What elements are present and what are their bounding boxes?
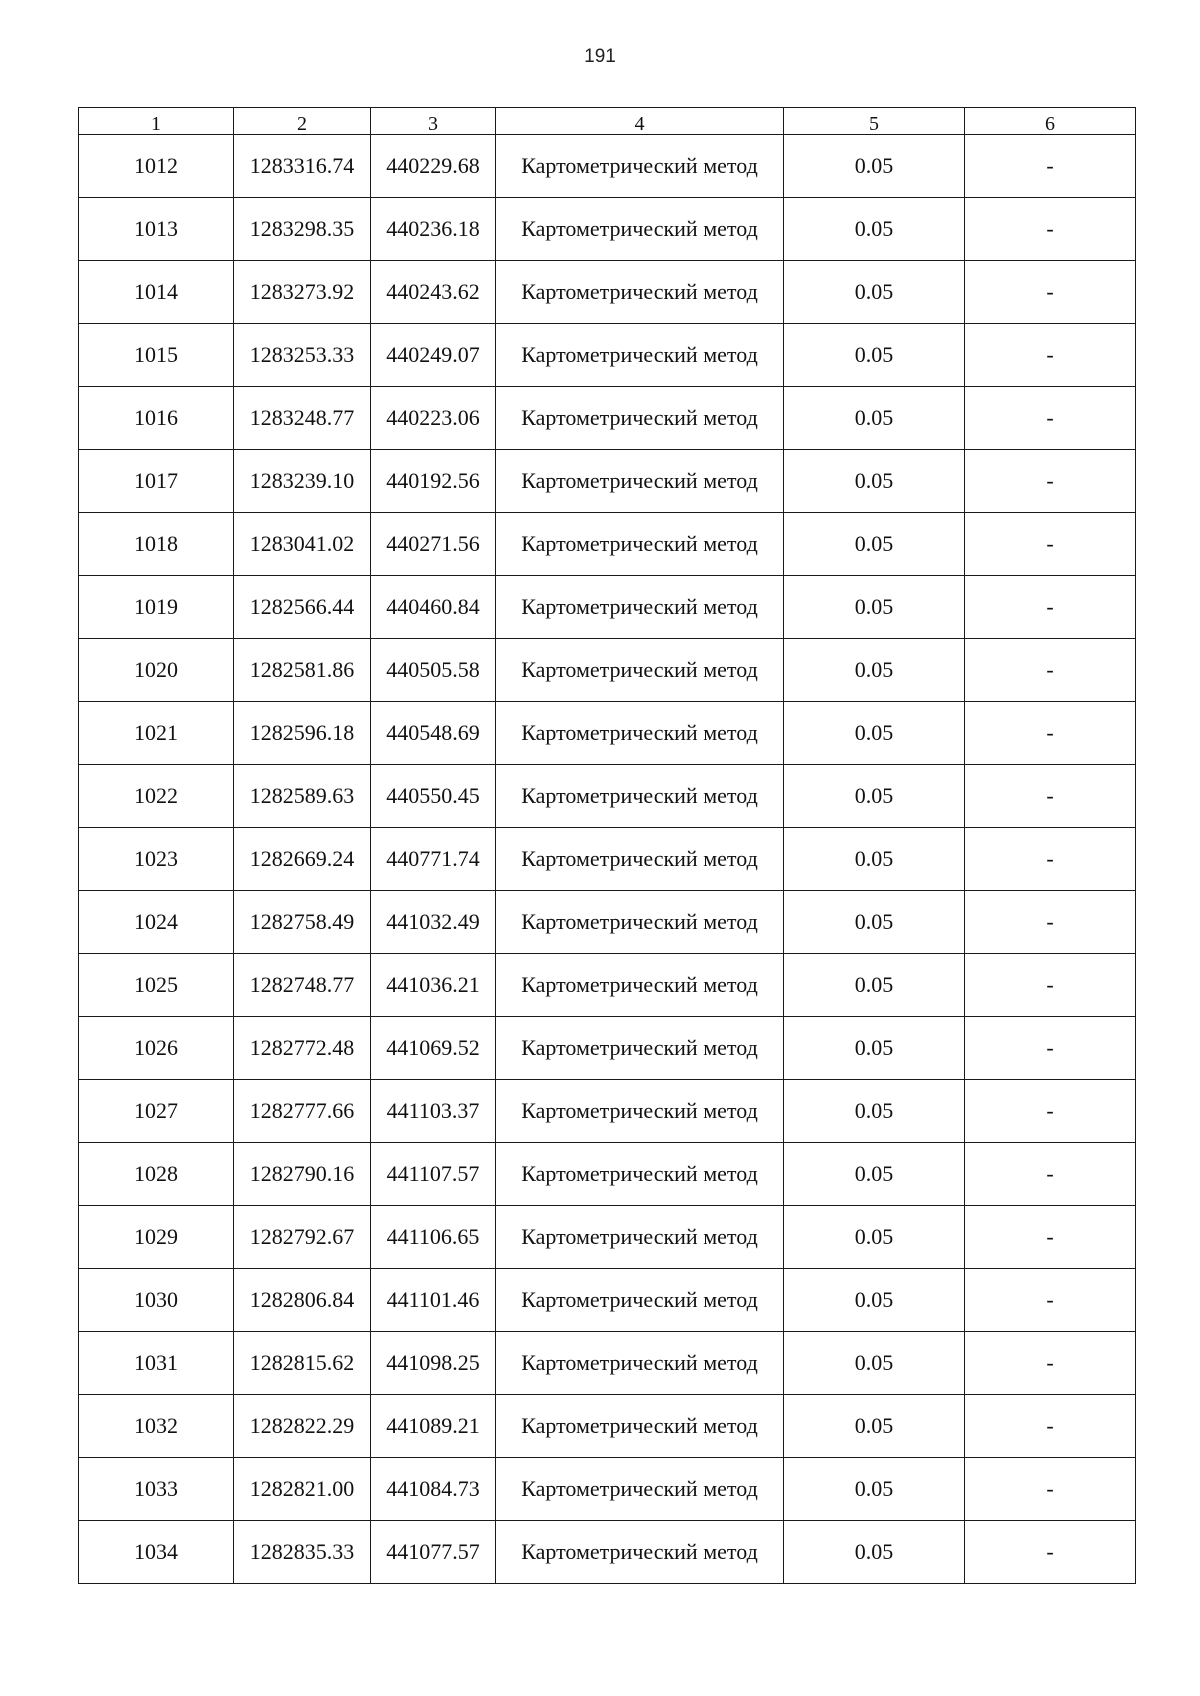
- table-row: [79, 1269, 1136, 1332]
- note-cell: -: [965, 639, 1136, 702]
- table-header-row: [79, 108, 1136, 135]
- x-coordinate-cell: 1283316.74: [234, 135, 371, 198]
- y-coordinate-cell: 440271.56: [371, 513, 496, 576]
- y-coordinate-cell: 441103.37: [371, 1080, 496, 1143]
- point-number-cell: 1030: [79, 1269, 234, 1332]
- x-coordinate-cell: 1283273.92: [234, 261, 371, 324]
- note-cell: -: [965, 1206, 1136, 1269]
- note-cell: -: [965, 828, 1136, 891]
- x-coordinate-cell: 1282792.67: [234, 1206, 371, 1269]
- table-row: [79, 891, 1136, 954]
- accuracy-cell: 0.05: [784, 450, 965, 513]
- point-number-cell: 1020: [79, 639, 234, 702]
- note-cell: -: [965, 765, 1136, 828]
- method-cell: Картометрический метод: [496, 1521, 784, 1584]
- method-cell: Картометрический метод: [496, 1332, 784, 1395]
- x-coordinate-cell: 1282822.29: [234, 1395, 371, 1458]
- column-header: 6: [965, 108, 1136, 135]
- y-coordinate-cell: 440229.68: [371, 135, 496, 198]
- point-number-cell: 1024: [79, 891, 234, 954]
- accuracy-cell: 0.05: [784, 891, 965, 954]
- note-cell: -: [965, 1521, 1136, 1584]
- accuracy-cell: 0.05: [784, 387, 965, 450]
- note-cell: -: [965, 450, 1136, 513]
- y-coordinate-cell: 440249.07: [371, 324, 496, 387]
- page-number: 191: [584, 46, 616, 67]
- table-row: [79, 765, 1136, 828]
- point-number-cell: 1025: [79, 954, 234, 1017]
- method-cell: Картометрический метод: [496, 1269, 784, 1332]
- y-coordinate-cell: 441098.25: [371, 1332, 496, 1395]
- note-cell: -: [965, 387, 1136, 450]
- y-coordinate-cell: 441106.65: [371, 1206, 496, 1269]
- x-coordinate-cell: 1283248.77: [234, 387, 371, 450]
- x-coordinate-cell: 1282815.62: [234, 1332, 371, 1395]
- accuracy-cell: 0.05: [784, 1269, 965, 1332]
- method-cell: Картометрический метод: [496, 1395, 784, 1458]
- y-coordinate-cell: 440548.69: [371, 702, 496, 765]
- method-cell: Картометрический метод: [496, 576, 784, 639]
- table-row: [79, 1332, 1136, 1395]
- table-row: [79, 450, 1136, 513]
- point-number-cell: 1029: [79, 1206, 234, 1269]
- table-row: [79, 513, 1136, 576]
- y-coordinate-cell: 441084.73: [371, 1458, 496, 1521]
- method-cell: Картометрический метод: [496, 1080, 784, 1143]
- x-coordinate-cell: 1282589.63: [234, 765, 371, 828]
- accuracy-cell: 0.05: [784, 1332, 965, 1395]
- x-coordinate-cell: 1282777.66: [234, 1080, 371, 1143]
- y-coordinate-cell: 440505.58: [371, 639, 496, 702]
- point-number-cell: 1022: [79, 765, 234, 828]
- point-number-cell: 1016: [79, 387, 234, 450]
- y-coordinate-cell: 440236.18: [371, 198, 496, 261]
- x-coordinate-cell: 1282835.33: [234, 1521, 371, 1584]
- note-cell: -: [965, 1269, 1136, 1332]
- note-cell: -: [965, 576, 1136, 639]
- method-cell: Картометрический метод: [496, 324, 784, 387]
- x-coordinate-cell: 1282790.16: [234, 1143, 371, 1206]
- table-row: [79, 387, 1136, 450]
- accuracy-cell: 0.05: [784, 954, 965, 1017]
- method-cell: Картометрический метод: [496, 1143, 784, 1206]
- x-coordinate-cell: 1282566.44: [234, 576, 371, 639]
- method-cell: Картометрический метод: [496, 387, 784, 450]
- method-cell: Картометрический метод: [496, 1458, 784, 1521]
- point-number-cell: 1019: [79, 576, 234, 639]
- x-coordinate-cell: 1283239.10: [234, 450, 371, 513]
- point-number-cell: 1014: [79, 261, 234, 324]
- accuracy-cell: 0.05: [784, 1206, 965, 1269]
- accuracy-cell: 0.05: [784, 1080, 965, 1143]
- method-cell: Картометрический метод: [496, 1017, 784, 1080]
- point-number-cell: 1012: [79, 135, 234, 198]
- x-coordinate-cell: 1282581.86: [234, 639, 371, 702]
- x-coordinate-cell: 1282669.24: [234, 828, 371, 891]
- x-coordinate-cell: 1283041.02: [234, 513, 371, 576]
- note-cell: -: [965, 1332, 1136, 1395]
- table-row: [79, 135, 1136, 198]
- method-cell: Картометрический метод: [496, 198, 784, 261]
- note-cell: -: [965, 261, 1136, 324]
- accuracy-cell: 0.05: [784, 765, 965, 828]
- table-row: [79, 198, 1136, 261]
- method-cell: Картометрический метод: [496, 1206, 784, 1269]
- column-header: 4: [496, 108, 784, 135]
- table-row: [79, 1017, 1136, 1080]
- accuracy-cell: 0.05: [784, 702, 965, 765]
- table-row: [79, 1080, 1136, 1143]
- accuracy-cell: 0.05: [784, 135, 965, 198]
- note-cell: -: [965, 954, 1136, 1017]
- table-row: [79, 261, 1136, 324]
- y-coordinate-cell: 441107.57: [371, 1143, 496, 1206]
- x-coordinate-cell: 1283298.35: [234, 198, 371, 261]
- table-row: [79, 1521, 1136, 1584]
- method-cell: Картометрический метод: [496, 450, 784, 513]
- note-cell: -: [965, 135, 1136, 198]
- note-cell: -: [965, 891, 1136, 954]
- table-row: [79, 639, 1136, 702]
- table-row: [79, 1206, 1136, 1269]
- method-cell: Картометрический метод: [496, 954, 784, 1017]
- accuracy-cell: 0.05: [784, 576, 965, 639]
- accuracy-cell: 0.05: [784, 261, 965, 324]
- table-body: [79, 135, 1136, 1584]
- method-cell: Картометрический метод: [496, 765, 784, 828]
- note-cell: -: [965, 1458, 1136, 1521]
- accuracy-cell: 0.05: [784, 828, 965, 891]
- y-coordinate-cell: 441036.21: [371, 954, 496, 1017]
- x-coordinate-cell: 1282596.18: [234, 702, 371, 765]
- point-number-cell: 1015: [79, 324, 234, 387]
- method-cell: Картометрический метод: [496, 135, 784, 198]
- accuracy-cell: 0.05: [784, 1521, 965, 1584]
- point-number-cell: 1033: [79, 1458, 234, 1521]
- y-coordinate-cell: 441032.49: [371, 891, 496, 954]
- column-header: 2: [234, 108, 371, 135]
- point-number-cell: 1018: [79, 513, 234, 576]
- note-cell: -: [965, 702, 1136, 765]
- y-coordinate-cell: 440460.84: [371, 576, 496, 639]
- accuracy-cell: 0.05: [784, 1017, 965, 1080]
- y-coordinate-cell: 441069.52: [371, 1017, 496, 1080]
- note-cell: -: [965, 1143, 1136, 1206]
- point-number-cell: 1017: [79, 450, 234, 513]
- point-number-cell: 1031: [79, 1332, 234, 1395]
- note-cell: -: [965, 1017, 1136, 1080]
- method-cell: Картометрический метод: [496, 702, 784, 765]
- table-row: [79, 324, 1136, 387]
- accuracy-cell: 0.05: [784, 198, 965, 261]
- table-row: [79, 828, 1136, 891]
- accuracy-cell: 0.05: [784, 1395, 965, 1458]
- accuracy-cell: 0.05: [784, 513, 965, 576]
- y-coordinate-cell: 441089.21: [371, 1395, 496, 1458]
- note-cell: -: [965, 198, 1136, 261]
- table-row: [79, 1458, 1136, 1521]
- accuracy-cell: 0.05: [784, 639, 965, 702]
- accuracy-cell: 0.05: [784, 1143, 965, 1206]
- column-header: 1: [79, 108, 234, 135]
- method-cell: Картометрический метод: [496, 891, 784, 954]
- column-header: 3: [371, 108, 496, 135]
- note-cell: -: [965, 324, 1136, 387]
- accuracy-cell: 0.05: [784, 1458, 965, 1521]
- method-cell: Картометрический метод: [496, 828, 784, 891]
- y-coordinate-cell: 441077.57: [371, 1521, 496, 1584]
- method-cell: Картометрический метод: [496, 639, 784, 702]
- point-number-cell: 1023: [79, 828, 234, 891]
- y-coordinate-cell: 440550.45: [371, 765, 496, 828]
- x-coordinate-cell: 1282748.77: [234, 954, 371, 1017]
- point-number-cell: 1013: [79, 198, 234, 261]
- method-cell: Картометрический метод: [496, 261, 784, 324]
- y-coordinate-cell: 440192.56: [371, 450, 496, 513]
- note-cell: -: [965, 1395, 1136, 1458]
- table-row: [79, 576, 1136, 639]
- table-row: [79, 1143, 1136, 1206]
- note-cell: -: [965, 1080, 1136, 1143]
- method-cell: Картометрический метод: [496, 513, 784, 576]
- point-number-cell: 1028: [79, 1143, 234, 1206]
- x-coordinate-cell: 1282772.48: [234, 1017, 371, 1080]
- point-number-cell: 1027: [79, 1080, 234, 1143]
- accuracy-cell: 0.05: [784, 324, 965, 387]
- coordinates-table: [78, 107, 1136, 1584]
- x-coordinate-cell: 1282806.84: [234, 1269, 371, 1332]
- table-row: [79, 954, 1136, 1017]
- point-number-cell: 1026: [79, 1017, 234, 1080]
- x-coordinate-cell: 1283253.33: [234, 324, 371, 387]
- y-coordinate-cell: 440223.06: [371, 387, 496, 450]
- x-coordinate-cell: 1282821.00: [234, 1458, 371, 1521]
- table-row: [79, 702, 1136, 765]
- point-number-cell: 1021: [79, 702, 234, 765]
- column-header: 5: [784, 108, 965, 135]
- y-coordinate-cell: 440771.74: [371, 828, 496, 891]
- note-cell: -: [965, 513, 1136, 576]
- table-row: [79, 1395, 1136, 1458]
- point-number-cell: 1034: [79, 1521, 234, 1584]
- point-number-cell: 1032: [79, 1395, 234, 1458]
- x-coordinate-cell: 1282758.49: [234, 891, 371, 954]
- y-coordinate-cell: 440243.62: [371, 261, 496, 324]
- y-coordinate-cell: 441101.46: [371, 1269, 496, 1332]
